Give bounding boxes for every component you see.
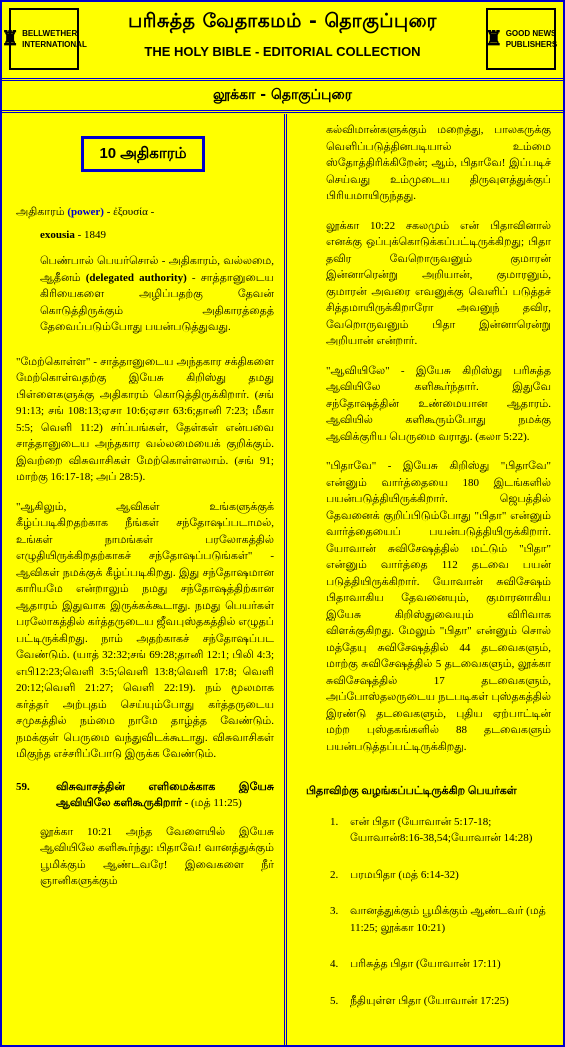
item-text: என் பிதா (யோவான் 5:17-18; யோவான்8:16-38,54;யோவான் 14:28) [350,815,533,844]
word-definition [16,253,274,336]
page-header [2,2,563,81]
commentary-paragraph: "பிதாவே" - இயேசு கிறிஸ்து "பிதாவே" என்னும் வார்த்தையை 180 இடங்களில் பயன்படுத்தியிருக்கிறார். ஜெபத்தில் தேவனைக் குறிப்பிடும்போது "பிதா" என்னும் வார்த்தையைப் பயன்படுத்தியிருக்கிறார். யோவான் சுவிசேஷத்தில் மட்டும் "பிதா" என்னும் வார்த்தை 112 தடவை பயன் படுத்தியிருக்கிறார். யோவான் சுவிசேஷம் பிதாவாகிய தேவனையும், குமாரனாகிய இயேசு கிறிஸ்துவையும் விரிவாக விளக்குகிறது. மேலும் "பிதா" என்னும் சொல் மத்தேயு சுவிசேஷத்தில் 44 தடவைகளும், மாற்கு சுவிசேஷத்தில் 5 தடவைகளும், லூக்கா சுவிசேஷத்தில் 17 தடவைகளும், அப்போஸ்தலருடைய நடபடிகள் புஸ்தகத்தில் இரண்டு தடவைகளும், புதிய ஏற்பாட்டின் மற்ற புஸ்தகங்களில் 88 தடவைகளும் பயன்படுத்தப்பட்டிருக்கிறது. [326,460,551,753]
item-number: 4. [330,958,339,970]
bellwether-logo [1,8,87,70]
item-number: 3. [330,905,339,917]
list-item [306,867,551,884]
lamp-icon: ♜ [1,28,20,50]
definition-part1: பெண்பால் பெயர்சொல் - அதிகாரம், வல்லமை, ஆதீனம் [40,255,274,284]
good-news-logo [486,8,556,70]
item-text: பரிசுத்த பிதா (யோவான் 17:11) [350,958,501,970]
commentary-paragraph: "ஆவியிலே" - இயேசு கிறிஸ்து பரிசுத்த ஆவியிலே களிகூர்ந்தார். இதுவே சந்தோஷத்தின் உண்மையான ஆதாரம். ஆவியில் களிகூரும்போது நமக்கு ஆவிக்குரிய பெருமை வராது. (கலா 5:22). [326,364,551,443]
commentary-paragraph: "மேற்கொள்ள" - சாத்தானுடைய அந்தகார சக்திகளை மேற்கொள்வதற்கு இயேசு கிறிஸ்து தமது பிள்ளைகளுக்கு அதிகாரம் கொடுத்திருக்கிறார். (சங் 91:13; சங் 108:13;ஏசா 10:6;ஏசா 63:6;தானி 7:23; மீகா 5:5; வெளி 11:2) சர்ப்பங்கள், தேள்கள் என்பவை சாத்தானுடைய அந்தகார வல்லமையைக் குறிக்கும். இவற்றை விசுவாசிகள் மேற்கொள்ளலாம். (சங் 91; மாற்கு 16:17-18; அப் 28:5). [16,355,274,483]
title-english: THE HOLY BIBLE - EDITORIAL COLLECTION [144,44,421,59]
lamp-icon: ♜ [484,28,503,50]
names-heading: பிதாவிற்கு வழங்கப்பட்டிருக்கிற பெயர்கள் [306,785,517,797]
header-titles [92,4,473,66]
verse-paragraph: லூக்கா 10:21 அந்த வேளையில் இயேசு ஆவியிலே களிகூர்ந்து: பிதாவே! வானத்துக்கும் பூமிக்கும் ஆண்டவரே! இவைகளை நீர் ஞானிகளுக்கும் [40,825,274,887]
item-number: 1. [330,815,339,828]
list-item [306,956,551,973]
logo-left-line1: BELLWETHER [22,29,78,38]
word-entry [16,204,274,221]
strong-number: - 1849 [74,228,107,241]
item-text: பரமபிதா (மத் 6:14-32) [350,868,459,881]
names-list [306,814,551,1010]
section-reference: (மத் 11:25) [191,797,242,809]
list-item [306,814,551,847]
item-text: நீதியுள்ள பிதா (யோவான் 17:25) [350,994,509,1007]
chapter-heading: 10 அதிகாரம் [81,136,205,172]
definition-part2: - சாத்தானுடைய கிரியைகளை அழிப்பதற்கு தேவன் கொடுத்திருக்கும் அதிகாரத்தைத் தேவைப்படும்போது பயன்படுத்துவது. [40,271,274,333]
word-english: (power) [67,206,104,218]
left-column [2,114,287,1045]
word-translit: exousia [40,228,75,241]
commentary-paragraph: "ஆகிலும், ஆவிகள் உங்களுக்குக் கீழ்ப்படிகிறதற்காக நீங்கள் சந்தோஷப்படாமல், உங்கள் நாமங்கள் பரலோகத்தில் எழுதியிருக்கிறதற்காகச் சந்தோஷப்படுங்கள்" - ஆவிகள் நமக்குக் கீழ்ப்படிகிறது. இது சந்தோஷமான காரியமே என்றாலும் நமது சந்தோஷத்திற்கான ஆதாரம் இதுவாக இருக்கக்கூடாது. நமது பெயர்கள் பரலோகத்தில் கர்த்தருடைய ஜீவபுஸ்தகத்தில் எழுதப் பட்டிருக்கிறது. நாம் அதற்காகச் சந்தோஷப்பட வேண்டும். (யாத் 32:32;சங் 69:28;தானி 12:1; பிலி 4:3; எபி12:23;வெளி 3:5;வெளி 13:8;வெளி 17:8; வெளி 20:12;வெளி 21:27; வெளி 22:19). நம் மூலமாக கர்த்தர் அற்புதம் செய்யும்போது கர்த்தருடைய சமுகத்தில் நம்மை நாமே தாழ்த்த வேண்டும். நமக்குள் பெருமை வந்துவிடக்கூடாது. விசுவாசிகள் மிகுந்த எச்சரிப்போடு இருக்க வேண்டும். [16,500,274,760]
section-title: விசுவாசத்தின் எளிமைக்காக இயேசு ஆவியிலே களிகூருகிறார் - [56,780,274,809]
right-column [288,114,563,1045]
logo-right-line2: PUBLISHERS [505,40,558,49]
list-item [306,993,551,1010]
definition-english: (delegated authority) [85,271,187,284]
item-number: 5. [330,994,339,1007]
section-heading [16,779,274,812]
word-greek: - ἐξουσία - [103,206,155,218]
logo-right-line1: GOOD NEWS [505,29,557,38]
verse-paragraph: லூக்கா 10:22 சகலமும் என் பிதாவினால் எனக்கு ஒப்புக்கொடுக்கப்பட்டிருக்கிறது; பிதா தவிர வேறொருவனும் குமாரன் இன்னாரென்று அறியான், குமாரனும், குமாரன் அவரை எவனுக்கு வெளிப் படுத்தச் சித்தமாயிருக்கிறாரோ அவனுந் தவிர, வேறொருவனும் பிதா இன்னாரென்று அறியான் என்றார். [326,219,551,347]
word-transliteration [16,227,274,244]
section-number: 59. [16,780,30,793]
item-number: 2. [330,868,339,881]
book-subtitle: லூக்கா - தொகுப்புரை [2,81,563,113]
verse-paragraph: கல்விமான்களுக்கும் மறைத்து, பாலகருக்கு வெளிப்படுத்தினபடியால் உம்மை ஸ்தோத்திரிக்கிறேன்; ஆம், பிதாவே! இப்படிச் செய்வது உம்முடைய திருவுளத்துக்குப் பிரியமாயிருந்தது. [326,124,551,202]
word-label: அதிகாரம் [16,206,68,218]
list-item [306,903,551,936]
item-text: வானத்துக்கும் பூமிக்கும் ஆண்டவர் (மத் 11:25; லூக்கா 10:21) [350,905,546,934]
logo-left-line2: INTERNATIONAL [22,40,87,49]
title-tamil: பரிசுத்த வேதாகமம் - தொகுப்புரை [128,10,437,32]
